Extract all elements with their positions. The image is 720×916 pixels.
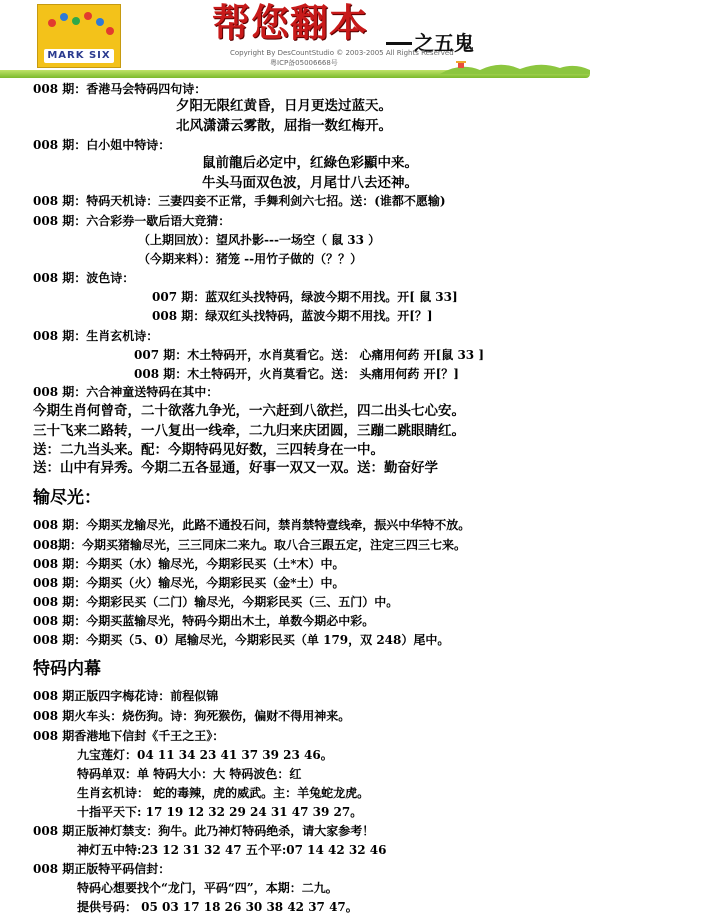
line-lose-5: 008 期：今期彩民买（二门）输尽光，今期彩民买（三、五门）中。: [33, 595, 399, 609]
line-bai-poem-2: 牛头马面双色波，月尾廿八去还神。: [202, 175, 418, 191]
line-hk-poem-2: 北风潇潇云雾散，屈指一数红梅开。: [176, 118, 392, 134]
title-dash: [386, 42, 412, 45]
line-color-heading: 008 期：波色诗：: [33, 271, 135, 285]
mark-six-logo: [37, 4, 121, 68]
line-zodiac-heading: 008 期：生肖玄机诗：: [33, 329, 159, 343]
grass-decoration: [440, 60, 590, 74]
page-subtitle: 之五鬼: [414, 31, 474, 55]
section-heading-lose: 输尽光：: [33, 488, 101, 508]
line-plum-poem: 008 期正版四字梅花诗：前程似锦: [33, 689, 219, 703]
line-flat-envelope: 008 期正版特平码信封：: [33, 862, 171, 876]
line-lose-7: 008 期：今期买（5、0）尾输尽光，今期彩民买（单 179，双 248）尾中。: [33, 633, 450, 647]
line-prodigy-4: 送：山中有异秀。今期二五各显通，好事一双又一双。送：勤奋好学: [33, 460, 438, 476]
page-title: 帮您翻本: [212, 0, 369, 45]
line-hk-poem-1: 夕阳无限红黄昏，日月更迭过蓝天。: [176, 98, 392, 114]
line-riddle-this: （今期来料）：猪笼 --用竹子做的（？？）: [138, 252, 363, 266]
line-zodiac-008: 008 期：木土特码开，火肖莫看它。送： 头痛用何药 开[？]: [134, 367, 459, 381]
page-header: [0, 0, 720, 84]
copyright-watermark: Copyright By DesCountStudio © 2003-2005 All Rights Reserved 粤ICP备05006668号: [230, 49, 454, 67]
line-locomotive: 008 期火车头：烧伤狗。诗：狗死猴伤，偏财不得用神来。: [33, 709, 351, 723]
line-odd-even: 特码单双：单 特码大小：大 特码波色：红: [77, 767, 302, 781]
line-color-008: 008 期：绿双红头找特码，蓝波今期不用找。开[？]: [152, 309, 433, 323]
line-prodigy-3: 送：二九当头来。配：今期特码见好数，三四转身在一中。: [33, 442, 384, 458]
logo-text: MARK SIX: [44, 49, 114, 63]
line-lose-6: 008 期：今期买蓝输尽光，特码今期出木土，单数今期必中彩。: [33, 614, 375, 628]
line-lamp-five: 神灯五中特:23 12 31 32 47 五个平:07 14 42 32 46: [77, 843, 387, 857]
line-lamp-ban: 008 期正版神灯禁支：狗牛。此乃神灯特码绝杀，请大家参考！: [33, 824, 375, 838]
line-tianji-poem: 008 期：特码天机诗：三妻四妾不正常，手舞利剑六七招。送：(谁都不愿输): [33, 194, 446, 208]
line-bai-poem-1: 鼠前龍后必定中，红綠色彩顯中来。: [202, 155, 418, 171]
line-lose-4: 008 期：今期买（火）输尽光，今期彩民买（金*土）中。: [33, 576, 345, 590]
line-bai-poem-heading: 008 期：白小姐中特诗：: [33, 138, 171, 152]
line-lose-3: 008 期：今期买（水）输尽光，今期彩民买（土*木）中。: [33, 557, 345, 571]
line-lose-1: 008 期：今期买龙输尽光，此路不通投石问，禁肖禁特壹线牵，振兴中华特不放。: [33, 518, 471, 532]
line-color-007: 007 期：蓝双红头找特码，绿波今期不用找。开[ 鼠 33]: [152, 290, 458, 304]
line-ten-fingers: 十指平天下: 17 19 12 32 29 24 31 47 39 27。: [77, 805, 363, 819]
line-dragon-gate: 特码心想要找个“龙门，平码“四”，本期：二九。: [77, 881, 338, 895]
line-envelope-heading: 008 期香港地下信封《千王之王》：: [33, 729, 225, 743]
line-prodigy-1: 今期生肖何曾奇，二十欲落九争光，一六赶到八欲拦，四二出头七心安。: [33, 403, 465, 419]
line-lotus-lamp: 九宝莲灯：04 11 34 23 41 37 39 23 46。: [77, 748, 333, 762]
section-heading-inside: 特码内幕: [33, 659, 101, 679]
line-prodigy-2: 三十飞来二路转，一八复出一线牵，二九归来庆团圆，三蹦二跳眼睛红。: [33, 423, 465, 439]
line-zodiac-secret: 生肖玄机诗： 蛇的毒辣，虎的威武。主：羊兔蛇龙虎。: [77, 786, 370, 800]
line-hk-poem-heading: 008 期：香港马会特码四句诗：: [33, 82, 207, 96]
line-riddle-heading: 008 期：六合彩券一歇后语大竞猜：: [33, 214, 231, 228]
line-zodiac-007: 007 期：木土特码开，水肖莫看它。送： 心痛用何药 开[鼠 33 ]: [134, 348, 484, 362]
line-lose-2: 008期：今期买猪输尽光，三三同床二来九。取八合三跟五定，注定三四三七来。: [33, 538, 467, 552]
line-numbers: 提供号码： 05 03 17 18 26 30 38 42 37 47。: [77, 900, 358, 914]
line-prodigy-heading: 008 期：六合神童送特码在其中：: [33, 385, 219, 399]
line-riddle-last: （上期回放）：望风扑影---一场空（ 鼠 33 ）: [138, 233, 381, 247]
